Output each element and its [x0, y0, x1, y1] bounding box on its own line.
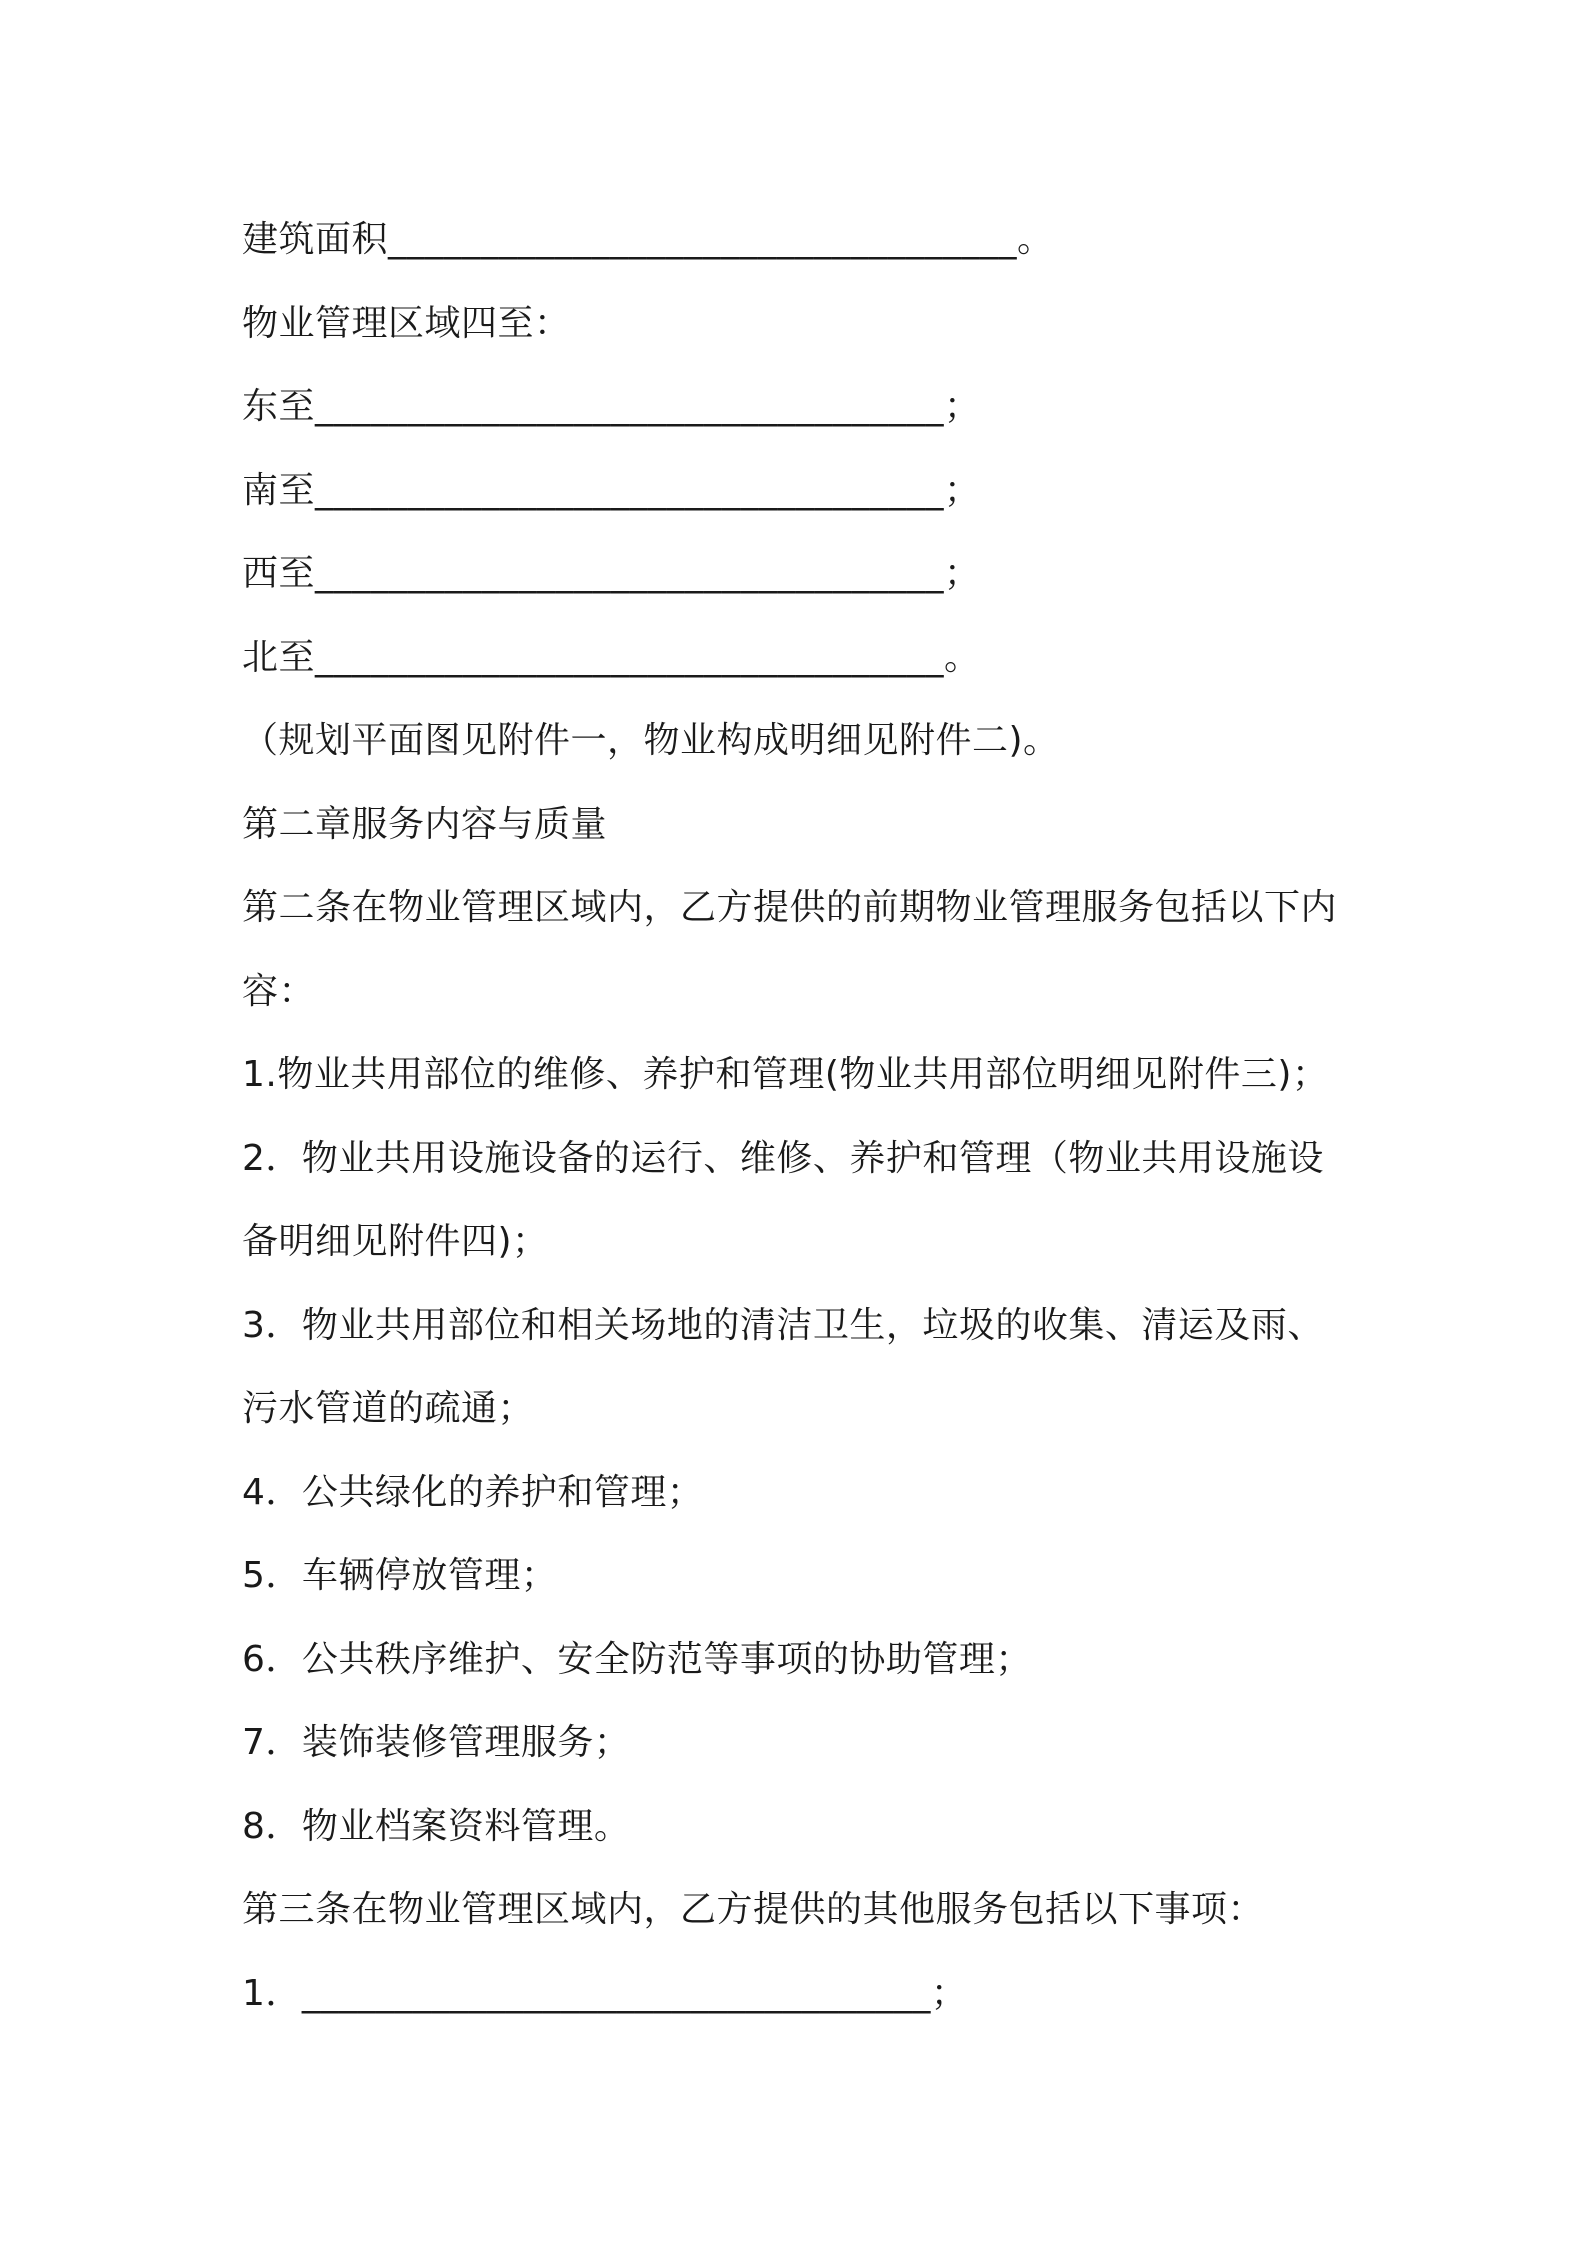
attachment-note: （规划平面图见附件一，物业构成明细见附件二)。 [242, 720, 1060, 761]
article-3-heading: 第三条在物业管理区域内，乙方提供的其他服务包括以下事项： [242, 1889, 1265, 1930]
list-item-3-line-2: 污水管道的疏通； [242, 1388, 535, 1429]
document-body [242, 198, 1362, 2035]
list-item-2-line-1: 2．物业共用设施设备的运行、维修、养护和管理（物业共用设施设 [242, 1137, 1324, 1179]
north-boundary-line: 北至__________________________________。 [242, 636, 981, 678]
list-item-5: 5．车辆停放管理； [242, 1555, 558, 1596]
list-item-8: 8．物业档案资料管理。 [242, 1805, 631, 1847]
other-services-item-1: 1．__________________________________； [242, 1972, 968, 2014]
list-item-1: 1.物业共用部位的维修、养护和管理(物业共用部位明细见附件三)； [242, 1054, 1329, 1095]
building-area-line: 建筑面积__________________________________。 [242, 219, 1054, 260]
west-boundary-line: 西至__________________________________； [242, 553, 981, 594]
south-boundary-line: 南至__________________________________； [242, 469, 981, 511]
east-boundary-line: 东至__________________________________； [242, 386, 981, 427]
list-item-2-line-2: 备明细见附件四)； [242, 1221, 549, 1262]
boundary-heading: 物业管理区域四至： [242, 302, 571, 344]
list-item-7: 7．装饰装修管理服务； [242, 1722, 631, 1763]
list-item-4: 4．公共绿化的养护和管理； [242, 1471, 704, 1513]
list-item-6: 6．公共秩序维护、安全防范等事项的协助管理； [242, 1638, 1032, 1680]
article-2-line-2: 容： [242, 970, 316, 1012]
chapter-heading: 第二章服务内容与质量 [242, 803, 608, 845]
list-item-3-line-1: 3．物业共用部位和相关场地的清洁卫生，垃圾的收集、清运及雨、 [242, 1304, 1324, 1346]
article-2-line-1: 第二条在物业管理区域内，乙方提供的前期物业管理服务包括以下内 [242, 887, 1338, 928]
